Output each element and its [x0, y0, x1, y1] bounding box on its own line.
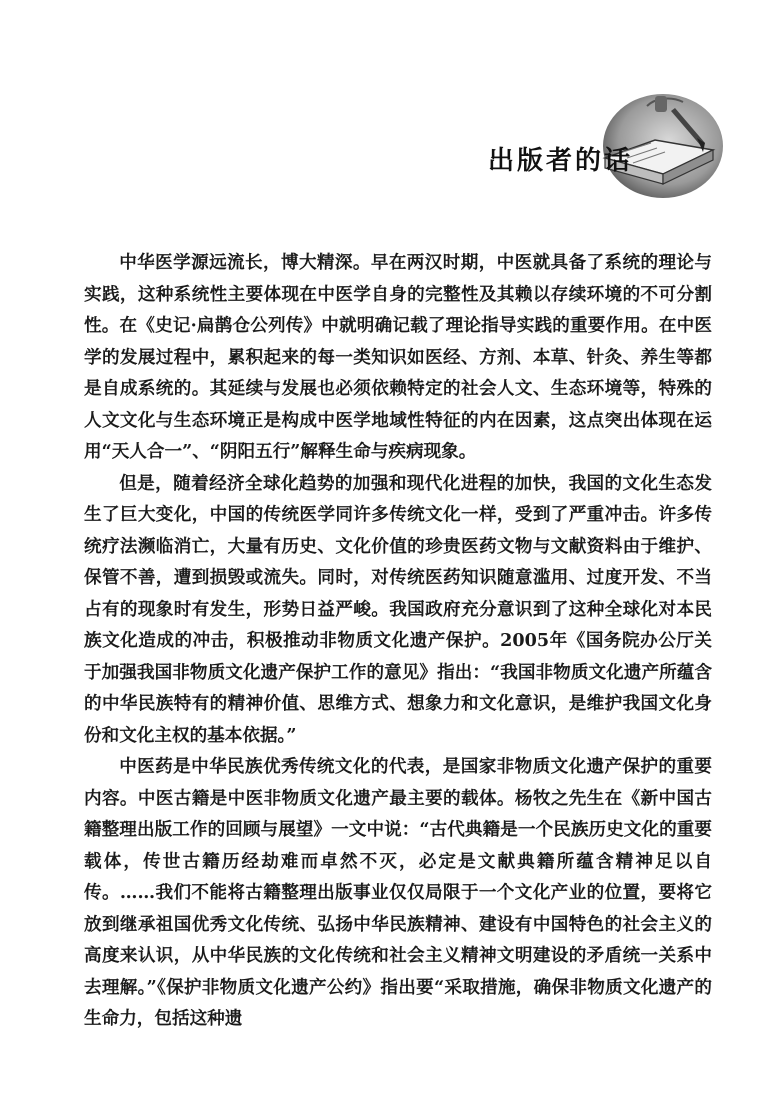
paragraph-1: 中华医学源远流长，博大精深。早在两汉时期，中医就具备了系统的理论与实践，这种系统性主要体现在中医学自身的完整性及其赖以存续环境的不可分割性。在《史记·扁鹊仓公列传》中就明确记载了理论指导实践的重要作用。在中医学的发展过程中，累积起来的每一类知识如医经、方剂、本草、针灸、养生等都是自成系统的。其延续与发展也必须依赖特定的社会人文、生态环境等，特殊的人文文化与生态环境正是构成中医学地域性特征的内在因素，这点突出体现在运用“天人合一”、“阴阳五行”解释生命与疾病现象。 — [84, 252, 712, 462]
document-body — [84, 247, 712, 1035]
page-header — [0, 0, 784, 230]
page-title: 出版者的话 — [488, 146, 634, 176]
paragraph-3: 中医药是中华民族优秀传统文化的代表，是国家非物质文化遗产保护的重要内容。中医古籍是中医非物质文化遗产最主要的载体。杨牧之先生在《新中国古籍整理出版工作的回顾与展望》一文中说：“古代典籍是一个民族历史文化的重要载体，传世古籍历经劫难而卓然不灭，必定是文献典籍所蕴含精神足以自传。……我们不能将古籍整理出版事业仅仅局限于一个文化产业的位置，要将它放到继承祖国优秀文化传统、弘扬中华民族精神、建设有中国特色的社会主义的高度来认识，从中华民族的文化传统和社会主义精神文明建设的矛盾统一关系中去理解。”《保护非物质文化遗产公约》指出要“采取措施，确保非物质文化遗产的生命力，包括这种遗 — [84, 756, 712, 1029]
paragraph-2: 但是，随着经济全球化趋势的加强和现代化进程的加快，我国的文化生态发生了巨大变化，中国的传统医学同许多传统文化一样，受到了严重冲击。许多传统疗法濒临消亡，大量有历史、文化价值的珍贵医药文物与文献资料由于维护、保管不善，遭到损毁或流失。同时，对传统医药知识随意滥用、过度开发、不当占有的现象时有发生，形势日益严峻。我国政府充分意识到了这种全球化对本民族文化造成的冲击，积极推动非物质文化遗产保护。2005年《国务院办公厅关于加强我国非物质文化遗产保护工作的意见》指出：“我国非物质文化遗产所蕴含的中华民族特有的精神价值、思维方式、想象力和文化意识，是维护我国文化身份和文化主权的基本依据。” — [84, 472, 712, 746]
